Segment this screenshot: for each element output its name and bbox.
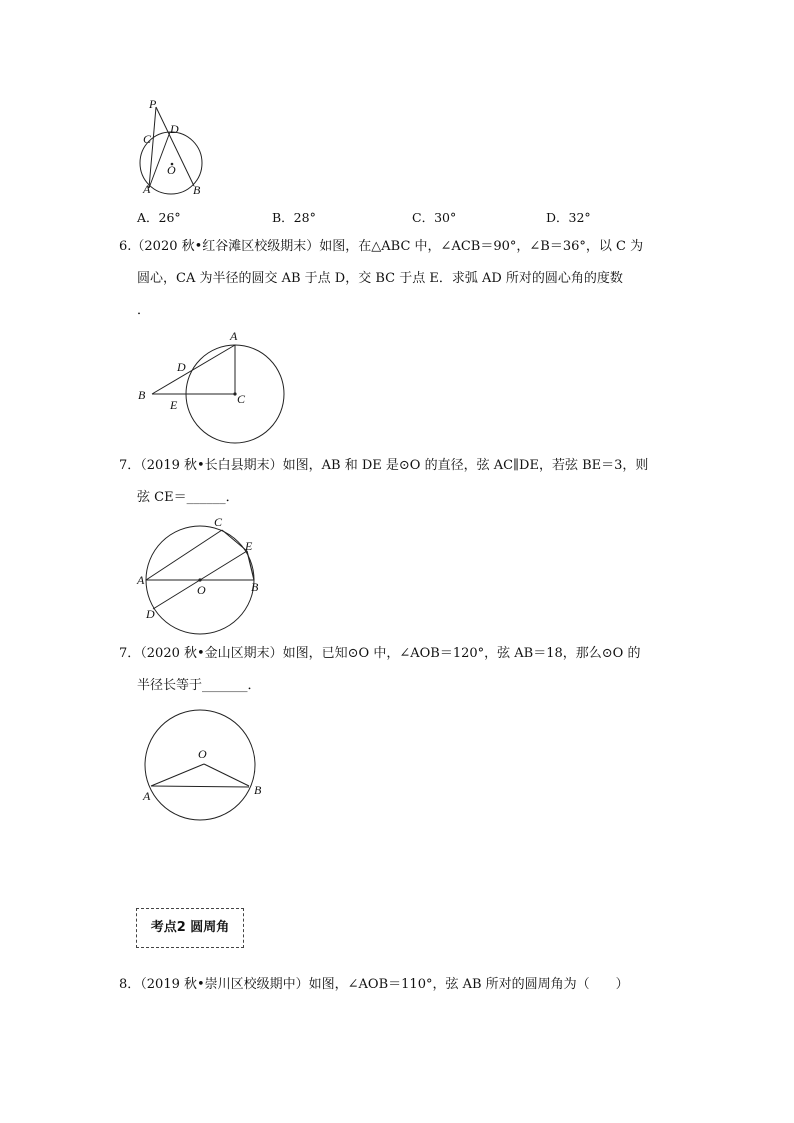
q7a-label-a: A	[137, 573, 145, 587]
q6-label-e: E	[170, 398, 178, 412]
q5-label-b: B	[193, 183, 201, 197]
q8-text-line-1: 8．（2019 秋•崇川区校级期中）如图，∠AOB＝110°，弦 AB 所对的圆周角为（ ）	[119, 977, 629, 992]
q7a-label-c: C	[214, 515, 223, 529]
q7b-radius-ob	[204, 764, 249, 786]
q7a-text-line-2: 弦 CE＝______．	[137, 490, 239, 505]
q5-option-b: B．28°	[272, 210, 316, 225]
q6-label-d: D	[177, 360, 186, 374]
q5-option-c: C．30°	[412, 210, 457, 225]
q7a-label-b: B	[251, 580, 259, 594]
q5-line-pa	[149, 107, 156, 188]
q7a-center-dot	[198, 578, 201, 581]
q5-line-ad	[149, 132, 170, 188]
q7b-radius-oa	[151, 764, 204, 786]
q7b-label-o: O	[198, 747, 207, 761]
q7b-text-line-2: 半径长等于_______．	[137, 678, 261, 693]
q7a-text-line-1: 7．（2019 秋•长白县期末）如图，AB 和 DE 是⊙O 的直径，弦 AC∥DE，若弦 BE＝3，则	[119, 458, 649, 473]
q5-figure	[130, 95, 220, 200]
q6-text-line-3: ．	[137, 303, 151, 318]
section-title-box	[136, 908, 244, 948]
q6-label-c: C	[237, 392, 246, 406]
q7a-chord-ce	[222, 530, 247, 551]
q5-label-c: C	[143, 132, 152, 146]
q7a-label-e: E	[245, 539, 253, 553]
q7b-chord-ab	[151, 786, 249, 787]
q6-text-line-1: 6.（2020 秋•红谷滩区校级期末）如图，在△ABC 中，∠ACB＝90°，∠B＝36°，以 C 为	[119, 239, 644, 254]
q7b-circle	[145, 710, 255, 820]
q5-option-a: A．26°	[137, 210, 181, 225]
q7a-figure	[130, 512, 270, 627]
q6-label-a: A	[230, 329, 238, 343]
q7a-label-o: O	[197, 583, 206, 597]
section-title: 考点2 圆周角	[150, 920, 230, 935]
q5-label-d: D	[170, 122, 179, 136]
q7a-label-d: D	[146, 607, 155, 621]
q6-figure	[130, 325, 300, 450]
q5-label-p: P	[149, 97, 157, 111]
q7b-label-a: A	[143, 789, 151, 803]
q5-label-a: A	[143, 182, 151, 196]
q5-option-d: D．32°	[546, 210, 591, 225]
q7b-figure	[130, 705, 270, 825]
q7b-text-line-1: 7．（2020 秋•金山区期末）如图，已知⊙O 中，∠AOB＝120°，弦 AB＝18，那么⊙O 的	[119, 646, 641, 661]
q6-text-line-2: 圆心，CA 为半径的圆交 AB 于点 D，交 BC 于点 E．求弧 AD 所对的圆心角的度数	[137, 271, 623, 286]
q6-label-b: B	[138, 388, 146, 402]
q7a-chord-ac	[146, 530, 222, 580]
q6-line-ab	[152, 345, 235, 394]
q7b-label-b: B	[254, 783, 262, 797]
q7a-chord-be	[247, 551, 254, 580]
q5-label-o: O	[167, 163, 176, 177]
